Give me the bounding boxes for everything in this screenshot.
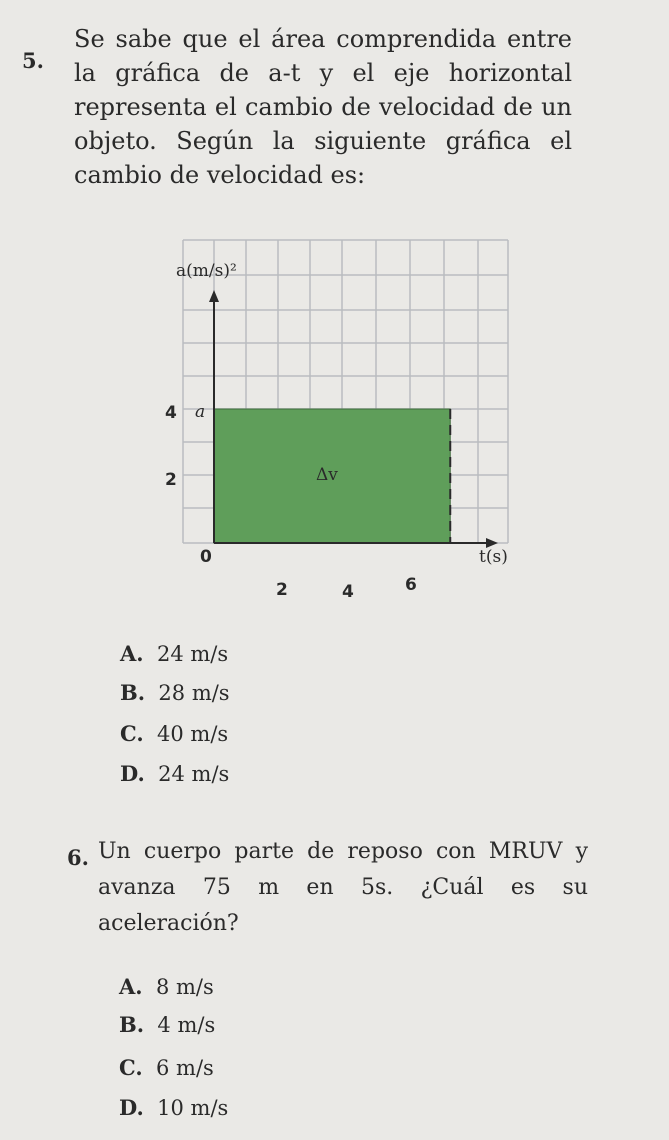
option-6c-letter: C. — [119, 1055, 143, 1080]
option-6d[interactable] — [119, 1095, 228, 1120]
y-axis-label: a(m/s)² — [176, 261, 237, 281]
question-5-number: 5. — [22, 48, 44, 73]
option-5a-letter: A. — [120, 641, 144, 666]
option-5a-value: 24 m/s — [156, 642, 229, 666]
delta-v-label: Δv — [316, 465, 338, 485]
option-6b-letter: B. — [119, 1012, 145, 1037]
option-6d-letter: D. — [119, 1095, 144, 1120]
option-6b-value: 4 m/s — [157, 1013, 216, 1037]
option-5a[interactable] — [120, 641, 228, 666]
option-6c-value: 6 m/s — [156, 1056, 214, 1080]
y-tick-4: 4 — [165, 403, 177, 423]
option-6a-value: 8 m/s — [155, 975, 214, 999]
option-5b-value: 28 m/s — [158, 681, 230, 705]
x-axis-label: t(s) — [479, 547, 508, 567]
option-6a-letter: A. — [119, 974, 143, 999]
y-point-label: a — [195, 402, 206, 422]
option-6c[interactable] — [119, 1055, 214, 1080]
question-6-text: Un cuerpo parte de reposo con MRUV y avanza 75 m en 5s. ¿Cuál es su aceleración? — [98, 839, 588, 936]
y-tick-2: 2 — [165, 470, 177, 490]
option-6d-value: 10 m/s — [157, 1096, 229, 1120]
x-tick-6: 6 — [405, 575, 417, 595]
option-6a[interactable] — [119, 974, 214, 999]
option-5b[interactable] — [120, 680, 230, 705]
option-5d-letter: D. — [120, 761, 145, 786]
x-tick-2: 2 — [276, 580, 288, 600]
x-tick-0: 0 — [200, 547, 212, 567]
option-5c-letter: C. — [120, 721, 144, 746]
option-5d-value: 24 m/s — [158, 762, 230, 786]
option-5b-letter: B. — [120, 680, 146, 705]
question-5-text: Se sabe que el área comprendida entre la gráfica de a-t y el eje horizontal representa el cambio de velocidad de un objeto. Según la siguiente gráfica el cambio de velocidad es: — [74, 25, 572, 189]
x-tick-4: 4 — [342, 582, 354, 602]
option-5c[interactable] — [120, 721, 228, 746]
question-6-number: 6. — [67, 845, 89, 870]
option-6b[interactable] — [119, 1012, 215, 1037]
y-axis-arrow — [209, 290, 219, 302]
option-5c-value: 40 m/s — [157, 722, 229, 746]
option-5d[interactable] — [120, 761, 229, 786]
